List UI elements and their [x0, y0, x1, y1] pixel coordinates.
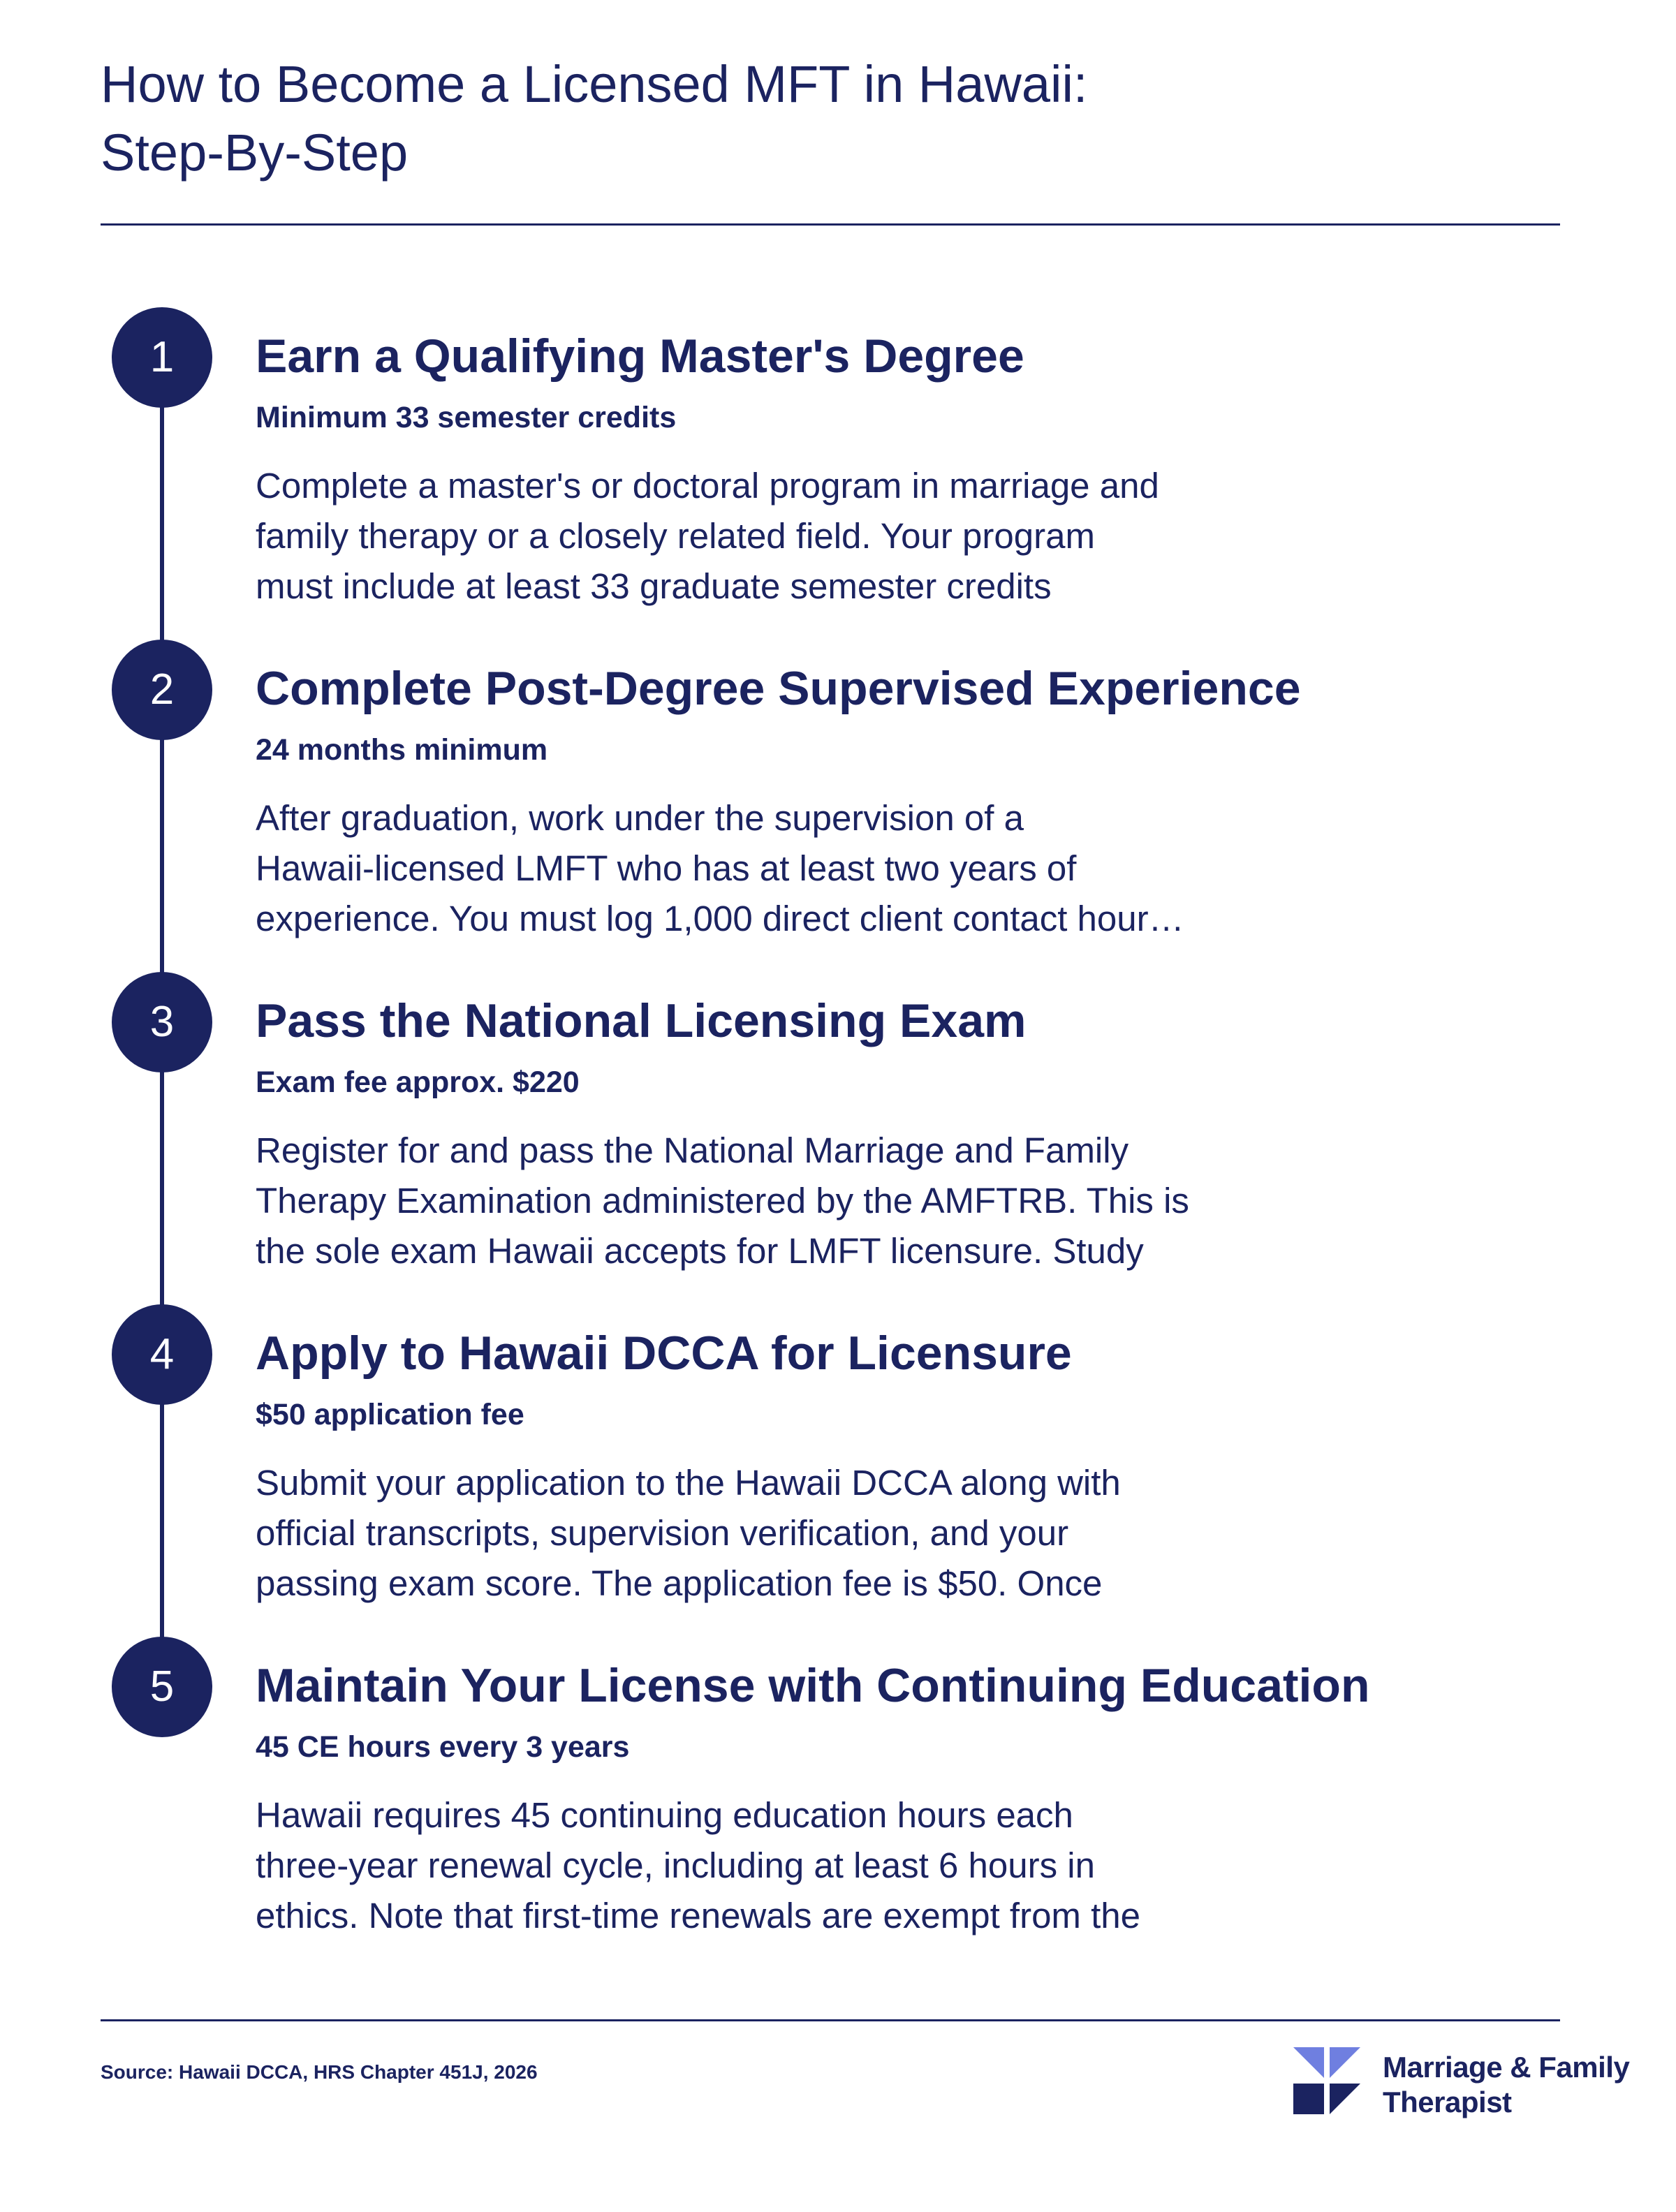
- step-description: [256, 1126, 1317, 1276]
- step-description-line: Hawaii requires 45 continuing education hours each: [256, 1795, 1073, 1835]
- step-description-line: Hawaii-licensed LMFT who has at least two years of: [256, 848, 1077, 888]
- logo-wordmark-line: Marriage & Family: [1383, 2051, 1630, 2084]
- step-description-line: ethics. Note that first-time renewals are exempt from the: [256, 1896, 1140, 1936]
- step-subtitle: $50 application fee: [256, 1398, 524, 1431]
- top-divider: [101, 223, 1560, 226]
- step-title: Maintain Your License with Continuing Education: [256, 1659, 1370, 1712]
- step-description-line: family therapy or a closely related field. Your program: [256, 516, 1095, 556]
- step-description-line: experience. You must log 1,000 direct client contact hour…: [256, 899, 1184, 938]
- step-number-badge: 1: [112, 307, 212, 408]
- step-description: [256, 1458, 1317, 1609]
- step-description-line: the sole exam Hawaii accepts for LMFT licensure. Study: [256, 1231, 1144, 1271]
- step-title: Apply to Hawaii DCCA for Licensure: [256, 1327, 1072, 1380]
- step-number-badge: 2: [112, 640, 212, 740]
- step-subtitle: Exam fee approx. $220: [256, 1066, 580, 1099]
- step-description: [256, 1790, 1317, 1941]
- step-description-line: Therapy Examination administered by the AMFTRB. This is: [256, 1181, 1189, 1221]
- step-subtitle: 45 CE hours every 3 years: [256, 1730, 630, 1764]
- step-subtitle: 24 months minimum: [256, 733, 548, 767]
- step-subtitle: Minimum 33 semester credits: [256, 401, 677, 434]
- step-description-line: three-year renewal cycle, including at least 6 hours in: [256, 1845, 1095, 1885]
- logo-wordmark: [1383, 2050, 1629, 2120]
- step-title: Earn a Qualifying Master's Degree: [256, 330, 1024, 383]
- step-description-line: official transcripts, supervision verification, and your: [256, 1513, 1069, 1553]
- step-description-line: Complete a master's or doctoral program in marriage and: [256, 466, 1159, 506]
- step-description-line: After graduation, work under the supervision of a: [256, 798, 1024, 838]
- logo-mark-icon: [1291, 2044, 1363, 2117]
- step-description: [256, 793, 1317, 944]
- step-number-badge: 5: [112, 1637, 212, 1737]
- step-number-badge: 3: [112, 972, 212, 1072]
- step-description-line: Submit your application to the Hawaii DCCA along with: [256, 1463, 1121, 1503]
- bottom-divider: [101, 2019, 1560, 2021]
- step-title: Complete Post-Degree Supervised Experience: [256, 662, 1301, 715]
- step-description-line: must include at least 33 graduate semester credits: [256, 566, 1052, 606]
- source-citation: Source: Hawaii DCCA, HRS Chapter 451J, 2026: [101, 2061, 538, 2083]
- brand-logo: [1291, 2044, 1630, 2128]
- logo-wordmark-line: Therapist: [1383, 2086, 1512, 2118]
- page-title: [101, 50, 1497, 187]
- step-title: Pass the National Licensing Exam: [256, 994, 1027, 1047]
- step-description: [256, 461, 1317, 612]
- step-number-badge: 4: [112, 1304, 212, 1405]
- step-description-line: Register for and pass the National Marriage and Family: [256, 1130, 1129, 1170]
- page-title-line-2: Step-By-Step: [101, 124, 409, 182]
- step-description-line: passing exam score. The application fee is $50. Once: [256, 1563, 1103, 1603]
- page-title-line-1: How to Become a Licensed MFT in Hawaii:: [101, 55, 1088, 113]
